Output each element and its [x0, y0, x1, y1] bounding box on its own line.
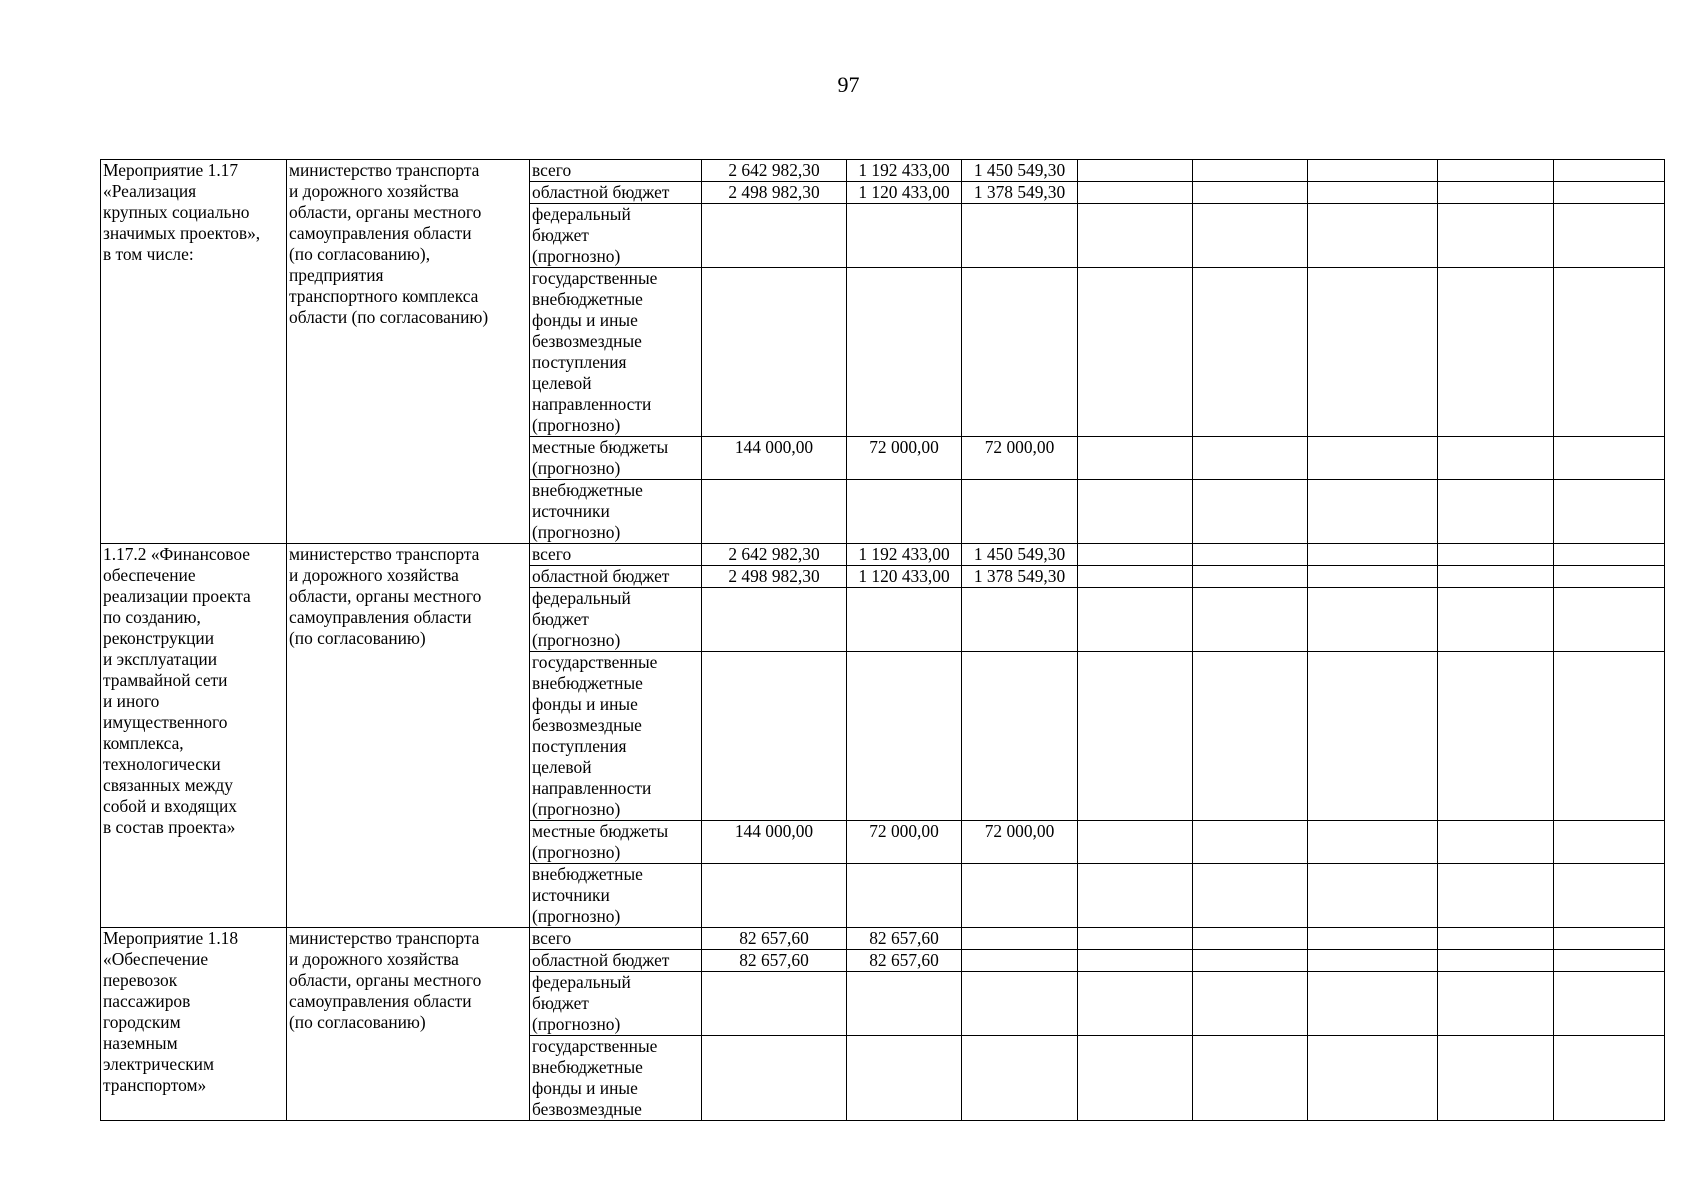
empty-year-cell — [1554, 928, 1665, 950]
empty-year-cell — [1438, 928, 1554, 950]
empty-year-cell — [1078, 972, 1193, 1036]
funding-source-cell-line: поступления — [532, 352, 627, 372]
funding-source-cell-line: внебюджетные — [532, 673, 643, 693]
empty-year-cell — [1308, 204, 1438, 268]
empty-year-cell — [1554, 204, 1665, 268]
empty-year-cell — [1193, 1036, 1308, 1121]
empty-year-cell — [1078, 652, 1193, 821]
funding-source-cell — [530, 437, 702, 480]
amount-cell-y2 — [962, 928, 1078, 950]
funding-source-cell-line: бюджет — [532, 609, 589, 629]
funding-source-cell-line: областной бюджет — [532, 950, 670, 970]
funding-source-cell-line: источники — [532, 885, 610, 905]
empty-year-cell — [1193, 972, 1308, 1036]
empty-year-cell — [1078, 160, 1193, 182]
funding-source-cell-line: поступления — [532, 736, 627, 756]
page-number: 97 — [837, 72, 860, 97]
responsible-cell-line: области, органы местного — [289, 202, 482, 222]
empty-year-cell — [1438, 972, 1554, 1036]
empty-year-cell — [1438, 566, 1554, 588]
responsible-cell-line: самоуправления области — [289, 607, 472, 627]
amount-cell-total — [702, 480, 847, 544]
empty-year-cell — [1078, 1036, 1193, 1121]
funding-source-cell — [530, 588, 702, 652]
amount-cell-y1 — [847, 588, 962, 652]
empty-year-cell — [1308, 588, 1438, 652]
empty-year-cell — [1554, 544, 1665, 566]
amount-cell-y2 — [962, 972, 1078, 1036]
funding-source-cell-line: безвозмездные — [532, 715, 642, 735]
empty-year-cell — [1078, 182, 1193, 204]
amount-cell-y1: 1 192 433,00 — [847, 160, 962, 182]
empty-year-cell — [1078, 544, 1193, 566]
amount-cell-y1 — [847, 652, 962, 821]
responsible-cell — [287, 928, 530, 1121]
funding-source-cell-line: всего — [532, 928, 572, 948]
activity-name-cell-line: городским — [103, 1012, 181, 1032]
activity-name-cell-line: электрическим — [103, 1054, 214, 1074]
funding-source-cell-line: областной бюджет — [532, 182, 670, 202]
amount-cell-y1: 1 120 433,00 — [847, 566, 962, 588]
amount-cell-y2 — [962, 950, 1078, 972]
funding-source-cell — [530, 160, 702, 182]
empty-year-cell — [1078, 480, 1193, 544]
empty-year-cell — [1438, 821, 1554, 864]
table-row — [101, 928, 1665, 950]
responsible-cell-line: министерство транспорта — [289, 544, 480, 564]
funding-source-cell-line: государственные — [532, 1036, 658, 1056]
amount-cell-total: 2 642 982,30 — [702, 160, 847, 182]
amount-cell-y2 — [962, 864, 1078, 928]
responsible-cell-line: (по согласованию) — [289, 628, 426, 648]
funding-source-cell — [530, 950, 702, 972]
empty-year-cell — [1308, 972, 1438, 1036]
amount-cell-total — [702, 1036, 847, 1121]
amount-cell-y1: 72 000,00 — [847, 437, 962, 480]
activity-name-cell-line: реконструкции — [103, 628, 215, 648]
activity-name-cell — [101, 928, 287, 1121]
empty-year-cell — [1308, 544, 1438, 566]
amount-cell-total: 2 642 982,30 — [702, 544, 847, 566]
funding-source-cell — [530, 480, 702, 544]
amount-cell-y1 — [847, 268, 962, 437]
funding-source-cell-line: государственные — [532, 652, 658, 672]
responsible-cell-line: (по согласованию), — [289, 244, 431, 264]
responsible-cell-line: самоуправления области — [289, 991, 472, 1011]
activity-name-cell-line: перевозок — [103, 970, 178, 990]
empty-year-cell — [1193, 268, 1308, 437]
amount-cell-total — [702, 972, 847, 1036]
empty-year-cell — [1193, 204, 1308, 268]
amount-cell-y2 — [962, 480, 1078, 544]
funding-source-cell — [530, 566, 702, 588]
empty-year-cell — [1078, 437, 1193, 480]
responsible-cell-line: (по согласованию) — [289, 1012, 426, 1032]
amount-cell-total — [702, 588, 847, 652]
amount-cell-total — [702, 652, 847, 821]
empty-year-cell — [1193, 950, 1308, 972]
amount-cell-y2 — [962, 588, 1078, 652]
funding-source-cell-line: (прогнозно) — [532, 458, 621, 478]
empty-year-cell — [1308, 160, 1438, 182]
empty-year-cell — [1554, 268, 1665, 437]
empty-year-cell — [1193, 864, 1308, 928]
empty-year-cell — [1554, 480, 1665, 544]
funding-source-cell-line: фонды и иные — [532, 694, 638, 714]
empty-year-cell — [1308, 950, 1438, 972]
activity-name-cell-line: и эксплуатации — [103, 649, 218, 669]
amount-cell-y1: 82 657,60 — [847, 928, 962, 950]
empty-year-cell — [1308, 821, 1438, 864]
responsible-cell-line: области (по согласованию) — [289, 307, 489, 327]
funding-source-cell — [530, 821, 702, 864]
empty-year-cell — [1308, 566, 1438, 588]
activity-name-cell-line: наземным — [103, 1033, 178, 1053]
table-row — [101, 160, 1665, 182]
funding-source-cell-line: всего — [532, 544, 572, 564]
empty-year-cell — [1308, 652, 1438, 821]
empty-year-cell — [1193, 652, 1308, 821]
amount-cell-total: 82 657,60 — [702, 950, 847, 972]
amount-cell-total: 144 000,00 — [702, 821, 847, 864]
empty-year-cell — [1078, 821, 1193, 864]
activity-name-cell-line: Мероприятие 1.18 — [103, 928, 239, 948]
funding-source-cell-line: фонды и иные — [532, 310, 638, 330]
activity-name-cell-line: имущественного — [103, 712, 228, 732]
funding-source-cell-line: целевой — [532, 373, 592, 393]
activity-name-cell-line: по созданию, — [103, 607, 201, 627]
empty-year-cell — [1438, 652, 1554, 821]
empty-year-cell — [1308, 480, 1438, 544]
empty-year-cell — [1078, 566, 1193, 588]
responsible-cell-line: и дорожного хозяйства — [289, 181, 459, 201]
activity-name-cell-line: Мероприятие 1.17 — [103, 160, 239, 180]
empty-year-cell — [1078, 588, 1193, 652]
activity-name-cell — [101, 544, 287, 928]
funding-source-cell-line: государственные — [532, 268, 658, 288]
amount-cell-y2: 1 450 549,30 — [962, 160, 1078, 182]
empty-year-cell — [1554, 972, 1665, 1036]
amount-cell-y1 — [847, 1036, 962, 1121]
empty-year-cell — [1438, 480, 1554, 544]
empty-year-cell — [1078, 268, 1193, 437]
funding-source-cell-line: внебюджетные — [532, 289, 643, 309]
activity-name-cell-line: транспортом» — [103, 1075, 207, 1095]
empty-year-cell — [1554, 821, 1665, 864]
activity-name-cell-line: пассажиров — [103, 991, 191, 1011]
responsible-cell-line: транспортного комплекса — [289, 286, 479, 306]
activity-name-cell-line: и иного — [103, 691, 160, 711]
activity-name-cell-line: «Обеспечение — [103, 949, 209, 969]
funding-source-cell-line: источники — [532, 501, 610, 521]
activity-name-cell-line: реализации проекта — [103, 586, 251, 606]
activity-name-cell-line: комплекса, — [103, 733, 184, 753]
funding-source-cell-line: федеральный — [532, 204, 631, 224]
table-body — [101, 160, 1665, 1121]
empty-year-cell — [1438, 160, 1554, 182]
funding-source-cell-line: областной бюджет — [532, 566, 670, 586]
funding-source-cell-line: внебюджетные — [532, 864, 643, 884]
empty-year-cell — [1438, 950, 1554, 972]
empty-year-cell — [1554, 864, 1665, 928]
amount-cell-total: 144 000,00 — [702, 437, 847, 480]
empty-year-cell — [1308, 864, 1438, 928]
activity-name-cell-line: «Реализация — [103, 181, 197, 201]
amount-cell-total — [702, 864, 847, 928]
activity-name-cell-line: технологически — [103, 754, 221, 774]
empty-year-cell — [1193, 544, 1308, 566]
amount-cell-y1 — [847, 204, 962, 268]
responsible-cell-line: области, органы местного — [289, 970, 482, 990]
funding-source-cell-line: направленности — [532, 778, 652, 798]
amount-cell-y1 — [847, 864, 962, 928]
amount-cell-y2: 72 000,00 — [962, 437, 1078, 480]
activity-name-cell-line: в состав проекта» — [103, 817, 236, 837]
funding-source-cell-line: (прогнозно) — [532, 799, 621, 819]
funding-source-cell — [530, 268, 702, 437]
funding-source-cell-line: бюджет — [532, 225, 589, 245]
empty-year-cell — [1554, 566, 1665, 588]
funding-source-cell — [530, 652, 702, 821]
activity-name-cell-line: связанных между — [103, 775, 233, 795]
amount-cell-y2: 1 450 549,30 — [962, 544, 1078, 566]
empty-year-cell — [1193, 821, 1308, 864]
table-row — [101, 544, 1665, 566]
empty-year-cell — [1193, 588, 1308, 652]
funding-source-cell — [530, 204, 702, 268]
amount-cell-y2 — [962, 204, 1078, 268]
empty-year-cell — [1554, 437, 1665, 480]
funding-source-cell-line: (прогнозно) — [532, 1014, 621, 1034]
funding-source-cell — [530, 928, 702, 950]
empty-year-cell — [1193, 160, 1308, 182]
responsible-cell — [287, 160, 530, 544]
activity-name-cell-line: крупных социально — [103, 202, 250, 222]
funding-source-cell — [530, 864, 702, 928]
activity-name-cell-line: 1.17.2 «Финансовое — [103, 544, 251, 564]
empty-year-cell — [1078, 950, 1193, 972]
empty-year-cell — [1193, 480, 1308, 544]
empty-year-cell — [1438, 1036, 1554, 1121]
activity-name-cell-line: значимых проектов», — [103, 223, 261, 243]
funding-source-cell-line: (прогнозно) — [532, 415, 621, 435]
funding-source-cell-line: бюджет — [532, 993, 589, 1013]
empty-year-cell — [1078, 928, 1193, 950]
empty-year-cell — [1438, 204, 1554, 268]
amount-cell-y2: 1 378 549,30 — [962, 566, 1078, 588]
amount-cell-y1 — [847, 972, 962, 1036]
amount-cell-total — [702, 268, 847, 437]
funding-source-cell — [530, 972, 702, 1036]
activity-name-cell-line: трамвайной сети — [103, 670, 228, 690]
funding-source-cell-line: местные бюджеты — [532, 437, 669, 457]
amount-cell-y1: 82 657,60 — [847, 950, 962, 972]
empty-year-cell — [1438, 182, 1554, 204]
responsible-cell-line: министерство транспорта — [289, 160, 480, 180]
amount-cell-y2 — [962, 652, 1078, 821]
empty-year-cell — [1554, 652, 1665, 821]
funding-source-cell — [530, 182, 702, 204]
amount-cell-y2 — [962, 1036, 1078, 1121]
funding-source-cell-line: (прогнозно) — [532, 630, 621, 650]
empty-year-cell — [1438, 864, 1554, 928]
funding-source-cell-line: (прогнозно) — [532, 906, 621, 926]
funding-source-cell-line: безвозмездные — [532, 331, 642, 351]
amount-cell-y1: 1 120 433,00 — [847, 182, 962, 204]
funding-source-cell-line: (прогнозно) — [532, 246, 621, 266]
responsible-cell-line: самоуправления области — [289, 223, 472, 243]
empty-year-cell — [1308, 182, 1438, 204]
amount-cell-total — [702, 204, 847, 268]
empty-year-cell — [1438, 588, 1554, 652]
funding-table — [100, 159, 1665, 1121]
empty-year-cell — [1078, 204, 1193, 268]
responsible-cell — [287, 544, 530, 928]
empty-year-cell — [1308, 268, 1438, 437]
empty-year-cell — [1554, 1036, 1665, 1121]
funding-source-cell-line: федеральный — [532, 588, 631, 608]
empty-year-cell — [1308, 437, 1438, 480]
empty-year-cell — [1193, 437, 1308, 480]
amount-cell-total: 2 498 982,30 — [702, 182, 847, 204]
amount-cell-y1: 1 192 433,00 — [847, 544, 962, 566]
empty-year-cell — [1554, 160, 1665, 182]
activity-name-cell-line: обеспечение — [103, 565, 196, 585]
funding-source-cell-line: местные бюджеты — [532, 821, 669, 841]
funding-source-cell — [530, 544, 702, 566]
responsible-cell-line: области, органы местного — [289, 586, 482, 606]
amount-cell-y1: 72 000,00 — [847, 821, 962, 864]
amount-cell-total: 2 498 982,30 — [702, 566, 847, 588]
empty-year-cell — [1308, 1036, 1438, 1121]
funding-source-cell-line: внебюджетные — [532, 1057, 643, 1077]
empty-year-cell — [1438, 437, 1554, 480]
funding-source-cell-line: (прогнозно) — [532, 522, 621, 542]
empty-year-cell — [1193, 182, 1308, 204]
empty-year-cell — [1554, 182, 1665, 204]
activity-name-cell — [101, 160, 287, 544]
responsible-cell-line: и дорожного хозяйства — [289, 949, 459, 969]
funding-source-cell-line: фонды и иные — [532, 1078, 638, 1098]
empty-year-cell — [1193, 566, 1308, 588]
activity-name-cell-line: собой и входящих — [103, 796, 237, 816]
amount-cell-y2: 72 000,00 — [962, 821, 1078, 864]
empty-year-cell — [1193, 928, 1308, 950]
empty-year-cell — [1078, 864, 1193, 928]
responsible-cell-line: министерство транспорта — [289, 928, 480, 948]
activity-name-cell-line: в том числе: — [103, 244, 194, 264]
empty-year-cell — [1438, 268, 1554, 437]
amount-cell-y2 — [962, 268, 1078, 437]
amount-cell-total: 82 657,60 — [702, 928, 847, 950]
empty-year-cell — [1554, 950, 1665, 972]
funding-source-cell-line: безвозмездные — [532, 1099, 642, 1119]
funding-source-cell-line: внебюджетные — [532, 480, 643, 500]
funding-source-cell — [530, 1036, 702, 1121]
funding-source-cell-line: (прогнозно) — [532, 842, 621, 862]
funding-source-cell-line: направленности — [532, 394, 652, 414]
amount-cell-y1 — [847, 480, 962, 544]
amount-cell-y2: 1 378 549,30 — [962, 182, 1078, 204]
funding-source-cell-line: всего — [532, 160, 572, 180]
empty-year-cell — [1308, 928, 1438, 950]
empty-year-cell — [1554, 588, 1665, 652]
responsible-cell-line: и дорожного хозяйства — [289, 565, 459, 585]
funding-source-cell-line: федеральный — [532, 972, 631, 992]
responsible-cell-line: предприятия — [289, 265, 384, 285]
funding-source-cell-line: целевой — [532, 757, 592, 777]
empty-year-cell — [1438, 544, 1554, 566]
